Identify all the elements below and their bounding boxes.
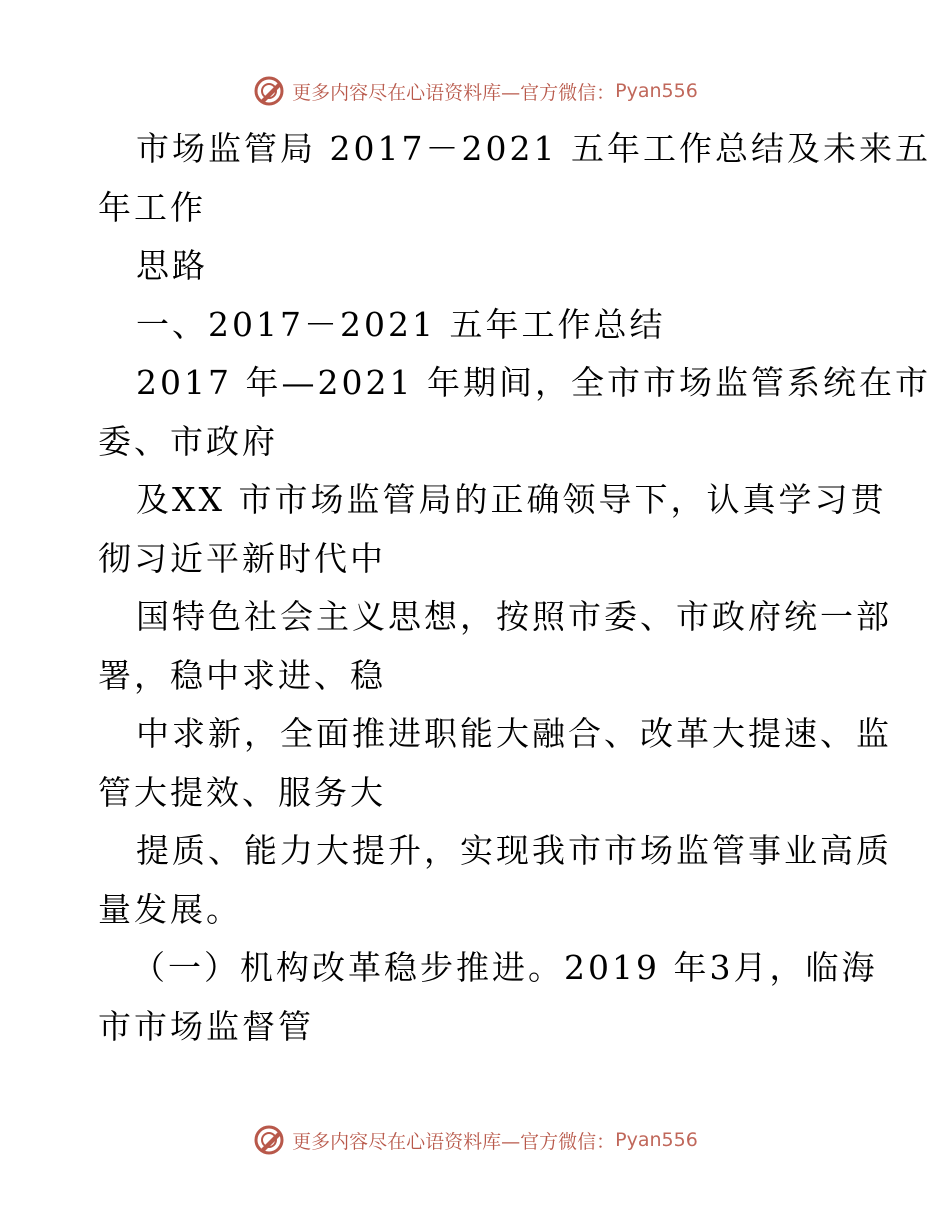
- text-line: 思路: [136, 246, 208, 285]
- text-line: 提质、能力大提升，实现我市市场监管事业高质: [136, 831, 892, 870]
- text-line: 国特色社会主义思想，按照市委、市政府统一部: [136, 597, 892, 636]
- text-line: 中求新，全面推进职能大融合、改革大提速、监: [136, 714, 892, 753]
- pen-logo-icon: [252, 1123, 286, 1157]
- text-line: 及XX 市市场监管局的正确领导下，认真学习贯: [136, 480, 887, 519]
- text-line: （一）机构改革稳步推进。2019 年3月，临海: [132, 948, 878, 987]
- text-line: 署，稳中求进、稳: [98, 655, 386, 695]
- text-line: 年工作: [98, 187, 206, 227]
- footer-watermark-banner: [0, 1120, 950, 1160]
- text-line: 管大提效、服务大: [98, 772, 386, 812]
- document-body: [98, 120, 931, 1056]
- text-line: 市场监管局 2017－2021 五年工作总结及未来五: [136, 129, 931, 168]
- banner-wechat-id: Pyan556: [615, 1129, 698, 1151]
- pen-logo-icon: [252, 74, 286, 108]
- banner-text: 更多内容尽在心语资料库—官方微信：: [292, 81, 616, 104]
- text-line: 一、2017－2021 五年工作总结: [136, 304, 666, 344]
- text-line: 彻习近平新时代中: [98, 538, 386, 578]
- text-line: 量发展。: [98, 889, 242, 929]
- text-line: 2017 年—2021 年期间，全市市场监管系统在市: [136, 363, 931, 402]
- banner-wechat-id: Pyan556: [615, 80, 698, 102]
- banner-text: 更多内容尽在心语资料库—官方微信：: [292, 1130, 616, 1153]
- header-watermark-banner: [0, 71, 950, 111]
- text-line: 委、市政府: [98, 421, 278, 461]
- text-line: 市市场监督管: [98, 1006, 314, 1046]
